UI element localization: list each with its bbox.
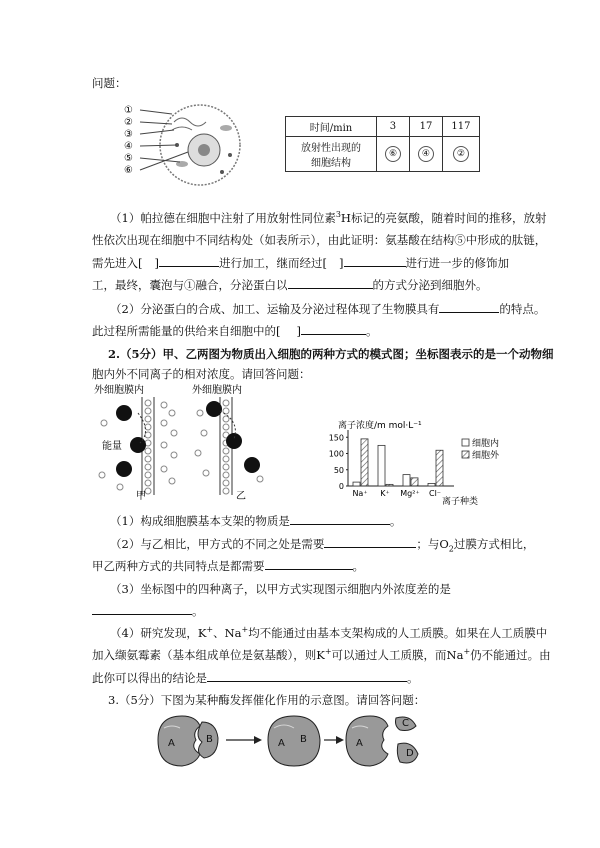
table-cell: ④ — [409, 137, 442, 172]
chart-x-tick-label: Cl⁻ — [428, 489, 442, 498]
bar-inside-3 — [428, 483, 435, 486]
label-jia: 甲 — [136, 491, 146, 501]
table-cell: ⑥ — [377, 137, 410, 172]
table-header-time: 时间/min — [286, 117, 377, 137]
answer-blank[interactable] — [265, 557, 353, 570]
q1-p2-line2: 此过程所需能量的供给来自细胞中的[ ] 。 — [92, 324, 378, 338]
q2-a2-line1: （2）与乙相比，甲方式的不同之处是需要 ；与$O_2$过膜方式相比， — [110, 537, 535, 554]
chart-x-tick-label: Mg²⁺ — [400, 489, 420, 498]
enzyme-label-a: A — [278, 738, 285, 749]
bar-inside-0 — [353, 482, 360, 486]
enzyme-label-a: A — [168, 738, 175, 749]
answer-blank[interactable] — [207, 669, 407, 682]
q1-p1-line2: 性依次出现在细胞中不同结构处（如表所示），由此证明：氨基酸在结构⑤中形成的肽链， — [92, 233, 547, 247]
cell-diagram — [122, 100, 242, 188]
transport-diagram-yi — [190, 383, 275, 501]
enzyme-label-a: A — [356, 738, 363, 749]
enzyme-diagram — [150, 708, 450, 772]
answer-blank[interactable] — [290, 512, 390, 525]
chart-y-tick-label: 150 — [328, 433, 344, 443]
q2-a4-line2: 加入缬氨霉素（基本组成单位是氨基酸），则K+可以通过人工质膜，而Na+仍不能通过。由 — [92, 647, 551, 662]
q3-header: 3.（5分）下图为某种酶发挥催化作用的示意图。请回答问题： — [108, 693, 426, 707]
q2-a4-line3: 此你可以得出的结论是 。 — [92, 671, 419, 685]
legend-label: 细胞外 — [472, 451, 500, 461]
q1-p1-line3: 需先进入[ ] 进行加工，继而经过[ ] 进行进一步的修饰加 — [92, 256, 509, 270]
legend-swatch — [462, 451, 469, 458]
q2-header: 2.（5分）甲、乙两图为物质出入细胞的两种方式的模式图；坐标图表示的是一个动物细 — [108, 347, 554, 361]
cell-label-2: ② — [124, 117, 133, 128]
chart-y-tick-label: 50 — [333, 465, 344, 475]
radioactivity-table — [285, 116, 480, 172]
chart-x-tick-label: K⁺ — [380, 489, 390, 498]
product-label-d: D — [406, 748, 414, 759]
bar-outside-3 — [436, 450, 443, 486]
cell-label-4: ④ — [124, 141, 133, 152]
table-cell: 3 — [377, 117, 410, 137]
energy-label: 能量 — [102, 441, 122, 452]
table-cell: ② — [442, 137, 479, 172]
chart-xlabel: 离子种类 — [442, 497, 479, 506]
q2-a1: （1）构成细胞膜基本支架的物质是 。 — [110, 514, 402, 528]
answer-blank[interactable] — [344, 254, 406, 267]
q2-a3: （3）坐标图中的四种离子，以甲方式实现图示细胞内外浓度差的是 — [110, 582, 451, 596]
answer-blank[interactable] — [159, 254, 219, 267]
substrate-label-b: B — [300, 734, 307, 745]
cell-label-1: ① — [124, 105, 133, 116]
answer-blank[interactable] — [92, 602, 192, 615]
answer-blank[interactable] — [288, 276, 373, 289]
intro-text: 问题： — [92, 76, 127, 90]
q2-a4-line1: （4）研究发现，K+、Na+均不能通过由基本支架构成的人工质膜。如果在人工质膜中 — [110, 625, 548, 640]
membrane-label: 外细胞膜内 — [94, 385, 144, 396]
table-cell: 17 — [409, 117, 442, 137]
q2-header-2: 胞内外不同离子的相对浓度。请回答问题： — [92, 367, 311, 381]
answer-blank[interactable] — [301, 322, 366, 335]
cell-label-6: ⑥ — [124, 165, 133, 176]
substrate-label-b: B — [206, 734, 213, 745]
table-cell: 117 — [442, 117, 479, 137]
chart-y-tick-label: 0 — [338, 482, 344, 491]
ion-concentration-chart — [318, 420, 528, 506]
bar-inside-1 — [378, 445, 385, 486]
q1-p2-line1: （2）分泌蛋白的合成、加工、运输及分泌过程体现了生物膜具有 的特点。 — [110, 302, 546, 316]
q1-p1-line4: 工，最终，囊泡与①融合，分泌蛋白以 的方式分泌到细胞外。 — [92, 278, 488, 292]
bar-outside-0 — [361, 439, 368, 486]
chart-x-tick-label: Na⁺ — [352, 489, 368, 498]
bar-outside-1 — [386, 484, 393, 486]
legend-swatch — [462, 439, 469, 446]
q1-p1-line1: （1）帕拉德在细胞中注射了用放射性同位素$^3$H标记的亮氨酸，随着时间的推移，放射 — [110, 210, 547, 225]
chart-y-tick-label: 100 — [328, 449, 344, 459]
q2-a3-blank-line: 。 — [92, 602, 204, 619]
q2-a2-line2: 甲乙两种方式的共同特点是都需要 。 — [92, 559, 364, 573]
bar-outside-2 — [411, 478, 418, 486]
membrane-label: 外细胞膜内 — [192, 385, 242, 396]
answer-blank[interactable] — [439, 300, 499, 313]
legend-label: 细胞内 — [472, 439, 500, 449]
answer-blank[interactable] — [324, 535, 416, 548]
transport-diagram-jia — [92, 383, 182, 501]
table-header-structure: 放射性出现的 细胞结构 — [286, 137, 377, 172]
product-label-c: C — [402, 718, 409, 729]
label-yi: 乙 — [236, 491, 246, 501]
cell-label-5: ⑤ — [124, 153, 133, 164]
cell-label-3: ③ — [124, 129, 133, 140]
bar-inside-2 — [403, 475, 410, 486]
chart-ylabel: 离子浓度/m mol·L⁻¹ — [338, 421, 422, 431]
